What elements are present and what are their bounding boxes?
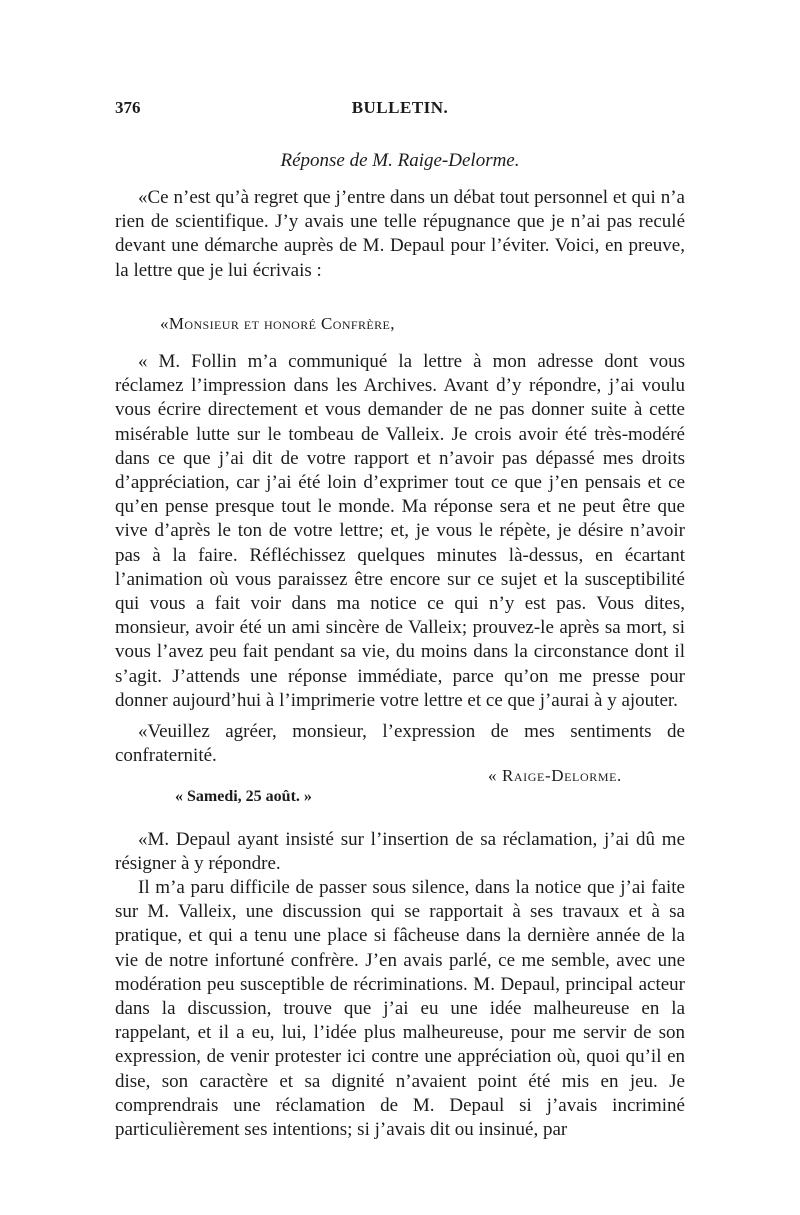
section-title: Réponse de M. Raige-Delorme.: [280, 150, 520, 171]
page-header: [115, 98, 685, 122]
running-head: BULLETIN.: [351, 98, 449, 117]
paragraph-reply-body: Il m’a paru difficile de passer sous silence, dans la notice que j’ai faite sur M. Valleix, une discussion qui se rapportait à ses travaux et à sa pratique, et qui a tenu une place si fâcheuse dans la dernière année de la vie de notre infortuné confrère. J’en avais parlé, ce me semble, avec une modération peu susceptible de récriminations. M. Depaul, principal acteur dans la discussion, trouve que j’ai eu une idée malheureuse en la rappelant, et il a eu, lui, l’idée plus malheureuse, pour me servir de son expression, de venir protester ici contre une appréciation où, quoi qu’il en dise, son caractère et sa dignité n’avaient point été mis en jeu. Je comprendrais une réclamation de M. Depaul si j’avais incriminé particulièrement ses intentions; si j’avais dit ou insinué, par: [115, 877, 685, 1141]
paragraph-intro: «Ce n’est qu’à regret que j’entre dans un débat tout personnel et qui n’a rien de scientifique. J’y avais une telle répugnance que je n’ai pas reculé devant une démarche auprès de M. Depaul pour l’éviter. Voici, en preuve, la lettre que je lui écrivais :: [115, 187, 685, 281]
paragraph-letter-closing: «Veuillez agréer, monsieur, l’expression de mes sentiments de confraternité.: [115, 721, 685, 767]
letter-date: « Samedi, 25 août. »: [175, 788, 312, 805]
paragraph-letter-body: « M. Follin m’a communiqué la lettre à mon adresse dont vous réclamez l’impression dans les Archives. Avant d’y répondre, j’ai voulu vous écrire directement et vous demander de ne pas donner suite à cette misérable lutte sur le tombeau de Valleix. Je crois avoir été très-modéré dans ce que j’ai dit de votre rapport et n’avoir pas dépassé mes droits d’appréciation, car j’ai été loin d’exprimer tout ce que j’en pensais et ce qu’en pense presque tout le monde. Ma réponse sera et ne peut être que vive d’après le ton de votre lettre; et, je vous le répète, je désire n’avoir pas à la faire. Réfléchissez quelques minutes là-dessus, en écartant l’animation où vous paraissez être encore sur ce sujet et la susceptibilité qui vous a fait voir dans ma notice ce qui n’y est pas. Vous dites, monsieur, avoir été un ami sincère de Valleix; prouvez-le après sa mort, si vous l’avez peu fait pendant sa vie, du moins dans la circonstance dont il s’agit. J’attends une réponse immédiate, parce qu’on me presse pour donner aujourd’hui à l’imprimerie votre lettre et ce que j’aurai à y ajouter.: [115, 351, 685, 711]
letter-signature: « Raige-Delorme.: [488, 766, 622, 785]
page-number: 376: [115, 98, 141, 117]
letter-salutation: «Monsieur et honoré Confrère,: [160, 314, 395, 333]
paragraph-reply-intro: «M. Depaul ayant insisté sur l’insertion de sa réclamation, j’ai dû me résigner à y répondre.: [115, 829, 685, 875]
